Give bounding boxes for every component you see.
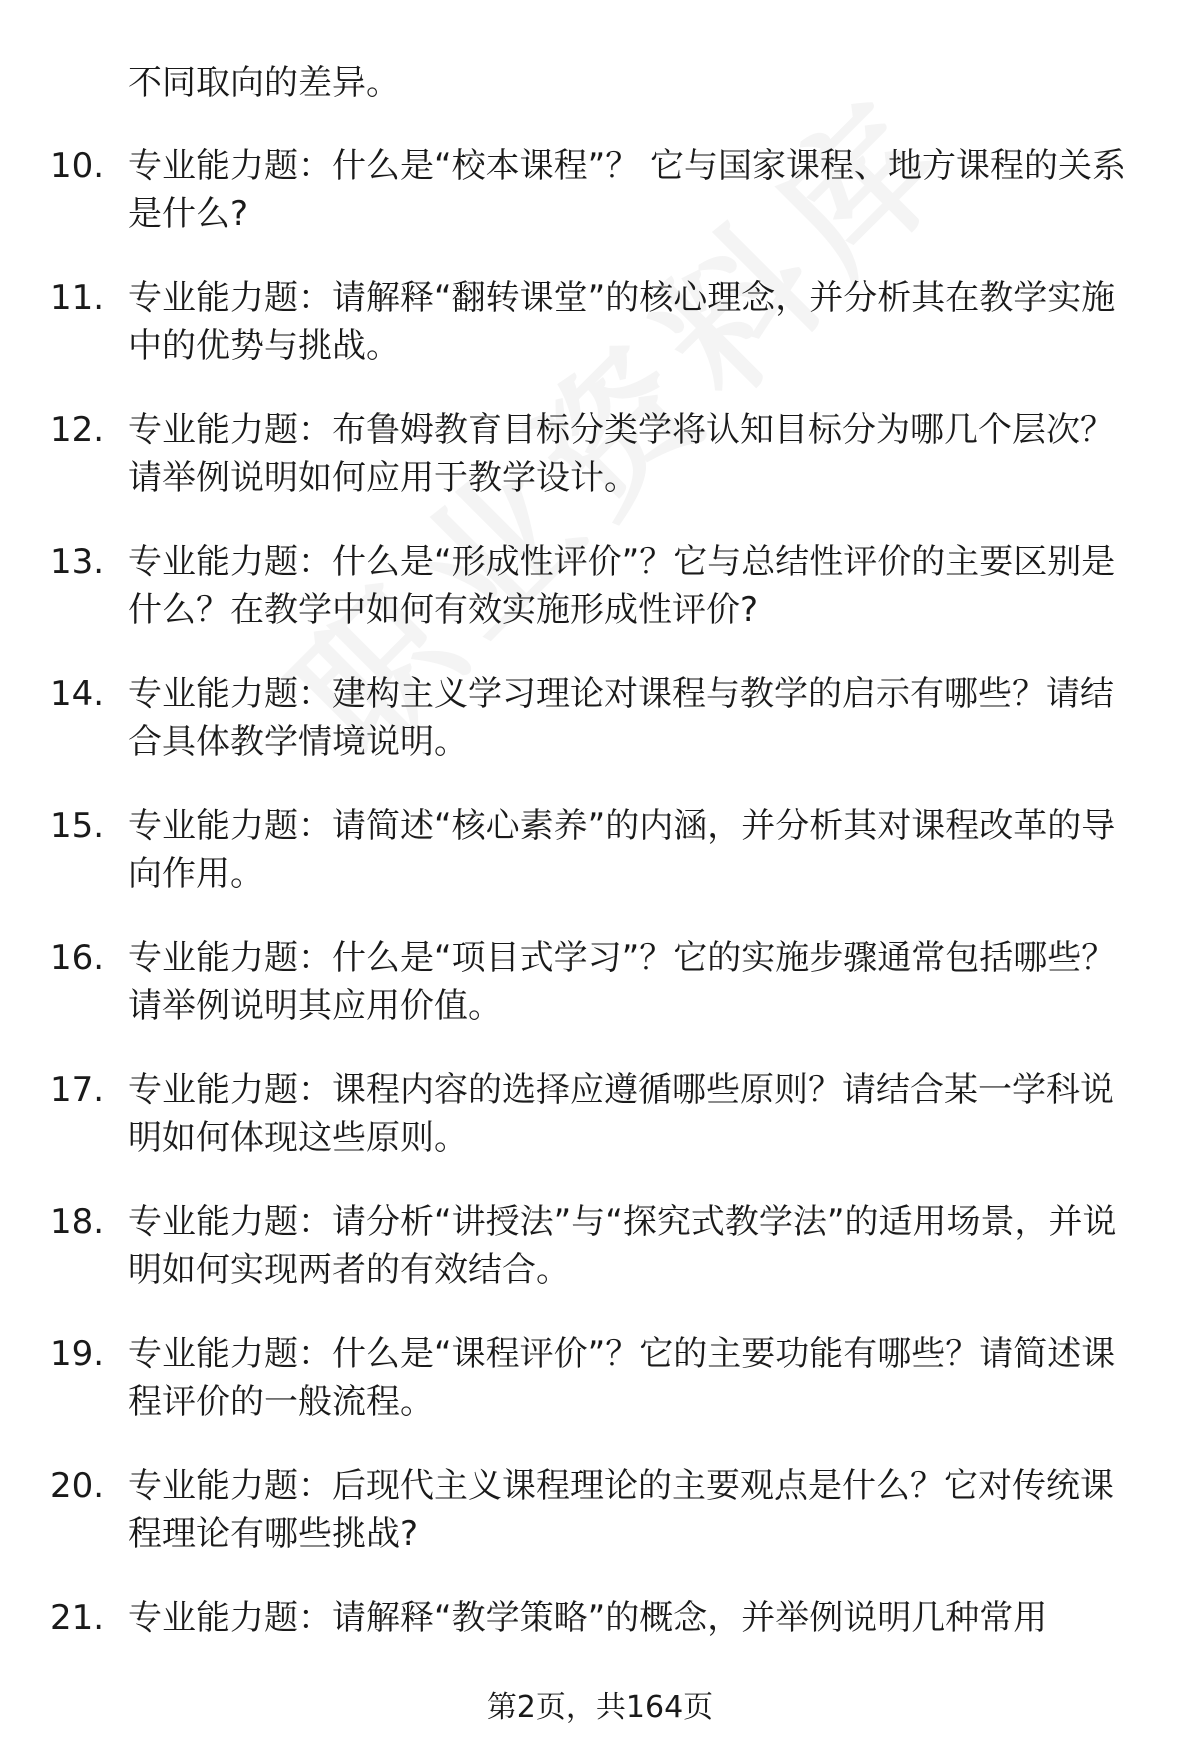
question-item	[0, 670, 1200, 802]
question-item	[0, 142, 1200, 274]
question-number: 10.	[50, 146, 105, 186]
question-text: 专业能力题：请简述“核心素养”的内涵，并分析其对课程改革的导向作用。	[128, 806, 1116, 894]
question-text: 专业能力题：布鲁姆教育目标分类学将认知目标分为哪几个层次？请举例说明如何应用于教学设计。	[128, 410, 1114, 498]
question-number: 13.	[50, 542, 105, 582]
question-item	[0, 1066, 1200, 1198]
carryover-text: 不同取向的差异。	[128, 63, 400, 103]
question-list	[0, 142, 1200, 1726]
question-number: 19.	[50, 1334, 105, 1374]
question-text: 专业能力题：什么是“课程评价”？它的主要功能有哪些？请简述课程评价的一般流程。	[128, 1334, 1116, 1422]
question-number: 18.	[50, 1202, 105, 1242]
question-number: 14.	[50, 674, 105, 714]
question-item	[0, 934, 1200, 1066]
question-item	[0, 274, 1200, 406]
question-text: 专业能力题：请分析“讲授法”与“探究式教学法”的适用场景，并说明如何实现两者的有效结合。	[128, 1202, 1117, 1290]
question-text: 专业能力题：请解释“翻转课堂”的核心理念，并分析其在教学实施中的优势与挑战。	[128, 278, 1116, 366]
question-item	[0, 1198, 1200, 1330]
question-text: 专业能力题：建构主义学习理论对课程与教学的启示有哪些？请结合具体教学情境说明。	[128, 674, 1114, 762]
question-number: 20.	[50, 1466, 105, 1506]
question-text: 专业能力题：什么是“形成性评价”？它与总结性评价的主要区别是什么？在教学中如何有效实施形成性评价?	[128, 542, 1116, 630]
question-item	[0, 802, 1200, 934]
question-item	[0, 538, 1200, 670]
question-text: 专业能力题：什么是“校本课程”？ 它与国家课程、地方课程的关系是什么?	[128, 146, 1127, 234]
question-number: 17.	[50, 1070, 105, 1110]
question-text: 专业能力题：后现代主义课程理论的主要观点是什么？它对传统课程理论有哪些挑战?	[128, 1466, 1114, 1554]
question-number: 11.	[50, 278, 105, 318]
question-number: 12.	[50, 410, 105, 450]
question-text: 专业能力题：什么是“项目式学习”？它的实施步骤通常包括哪些？请举例说明其应用价值。	[128, 938, 1116, 1026]
question-number: 21.	[50, 1598, 105, 1638]
question-item	[0, 1462, 1200, 1594]
question-number: 16.	[50, 938, 105, 978]
page-footer: 第2页，共164页	[486, 1690, 714, 1725]
question-text: 专业能力题：请解释“教学策略”的概念，并举例说明几种常用	[128, 1598, 1048, 1638]
question-text: 专业能力题：课程内容的选择应遵循哪些原则？请结合某一学科说明如何体现这些原则。	[128, 1070, 1114, 1158]
question-number: 15.	[50, 806, 105, 846]
question-item	[0, 1330, 1200, 1462]
question-item	[0, 406, 1200, 538]
